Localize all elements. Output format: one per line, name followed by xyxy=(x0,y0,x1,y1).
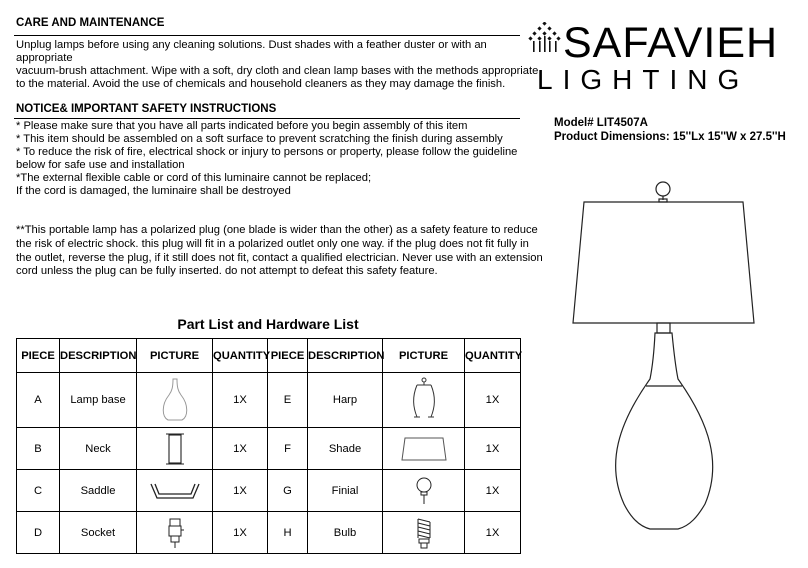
picture-cell xyxy=(137,373,213,428)
column-header: PICTURE xyxy=(137,339,213,373)
column-header: DESCRIPTION xyxy=(308,339,383,373)
divider xyxy=(14,118,520,119)
shade-icon xyxy=(399,434,449,464)
quantity-cell: 1X xyxy=(213,428,268,470)
piece-cell: B xyxy=(17,428,60,470)
description-cell: Bulb xyxy=(308,512,383,554)
plug-line: the risk of electric shock. this plug will fit in a polarized outlet only one way. if the plug does not fit fully in xyxy=(16,238,529,250)
notice-line: *The external flexible cable or cord of this luminaire cannot be replaced; xyxy=(16,172,372,184)
picture-cell xyxy=(383,470,465,512)
plug-line: **This portable lamp has a polarized plug (one blade is wider than the other) as a safety feature to reduce xyxy=(16,224,538,236)
brand-subtitle: LIGHTING xyxy=(537,64,750,95)
column-header: QUANTITY xyxy=(465,339,521,373)
divider xyxy=(14,35,520,36)
notice-line: * Please make sure that you have all parts indicated before you begin assembly of this item xyxy=(16,120,468,132)
column-header: DESCRIPTION xyxy=(60,339,137,373)
socket-icon xyxy=(160,516,190,550)
notice-line: below for safe use and installation xyxy=(16,159,185,171)
quantity-cell: 1X xyxy=(465,512,521,554)
plug-line: cord unless the plug can be fully inserted. do not attempt to defeat this safety feature. xyxy=(16,265,438,277)
care-line: vacuum-brush attachment. Wipe with a soft, dry cloth and clean lamp bases with the methods appropriate xyxy=(16,65,539,77)
table-row xyxy=(17,373,521,428)
table-header-row xyxy=(17,339,521,373)
description-cell: Shade xyxy=(308,428,383,470)
piece-cell: G xyxy=(268,470,308,512)
table-row xyxy=(17,428,521,470)
notice-line: * This item should be assembled on a soft surface to prevent scratching the finish during assembly xyxy=(16,133,503,145)
notice-line: If the cord is damaged, the luminaire shall be destroyed xyxy=(16,185,291,197)
description-cell: Finial xyxy=(308,470,383,512)
neck-icon xyxy=(160,431,190,467)
quantity-cell: 1X xyxy=(465,470,521,512)
care-heading: CARE AND MAINTENANCE xyxy=(16,17,165,29)
parts-table xyxy=(16,338,521,554)
finial-icon xyxy=(409,474,439,508)
lamp-base-icon xyxy=(160,377,190,423)
harp-icon xyxy=(409,377,439,423)
notice-line: * To reduce the risk of fire, electrical shock or injury to persons or property, please follow the guideline xyxy=(16,146,518,158)
table-row xyxy=(17,512,521,554)
bulb-icon xyxy=(409,515,439,551)
piece-cell: C xyxy=(17,470,60,512)
piece-cell: H xyxy=(268,512,308,554)
description-cell: Saddle xyxy=(60,470,137,512)
table-row xyxy=(17,470,521,512)
picture-cell xyxy=(383,428,465,470)
parts-table-title: Part List and Hardware List xyxy=(177,316,359,332)
product-dimensions: Product Dimensions: 15''Lx 15''W x 27.5''H xyxy=(554,131,786,143)
logo-mark-icon xyxy=(528,22,562,54)
column-header: PIECE xyxy=(17,339,60,373)
lamp-illustration xyxy=(560,174,780,538)
piece-cell: D xyxy=(17,512,60,554)
care-line: Unplug lamps before using any cleaning solutions. Dust shades with a feather duster or with an xyxy=(16,39,487,51)
picture-cell xyxy=(137,428,213,470)
piece-cell: F xyxy=(268,428,308,470)
column-header: QUANTITY xyxy=(213,339,268,373)
piece-cell: A xyxy=(17,373,60,428)
brand-name: SAFAVIEH xyxy=(563,19,779,67)
model-number: Model# LIT4507A xyxy=(554,117,648,129)
description-cell: Harp xyxy=(308,373,383,428)
care-line: to the material. Avoid the use of chemicals and household cleaners as they may damage the finish. xyxy=(16,78,506,90)
care-line: appropriate xyxy=(16,52,73,64)
quantity-cell: 1X xyxy=(213,373,268,428)
picture-cell xyxy=(383,373,465,428)
description-cell: Socket xyxy=(60,512,137,554)
picture-cell xyxy=(137,470,213,512)
quantity-cell: 1X xyxy=(465,428,521,470)
picture-cell xyxy=(383,512,465,554)
quantity-cell: 1X xyxy=(465,373,521,428)
plug-line: the outlet, reverse the plug, if it still does not fit, contact a qualified electrician. Never use with an extension xyxy=(16,252,543,264)
quantity-cell: 1X xyxy=(213,470,268,512)
piece-cell: E xyxy=(268,373,308,428)
notice-heading: NOTICE& IMPORTANT SAFETY INSTRUCTIONS xyxy=(16,103,277,115)
description-cell: Lamp base xyxy=(60,373,137,428)
picture-cell xyxy=(137,512,213,554)
column-header: PIECE xyxy=(268,339,308,373)
column-header: PICTURE xyxy=(383,339,465,373)
description-cell: Neck xyxy=(60,428,137,470)
quantity-cell: 1X xyxy=(213,512,268,554)
saddle-icon xyxy=(147,476,203,506)
